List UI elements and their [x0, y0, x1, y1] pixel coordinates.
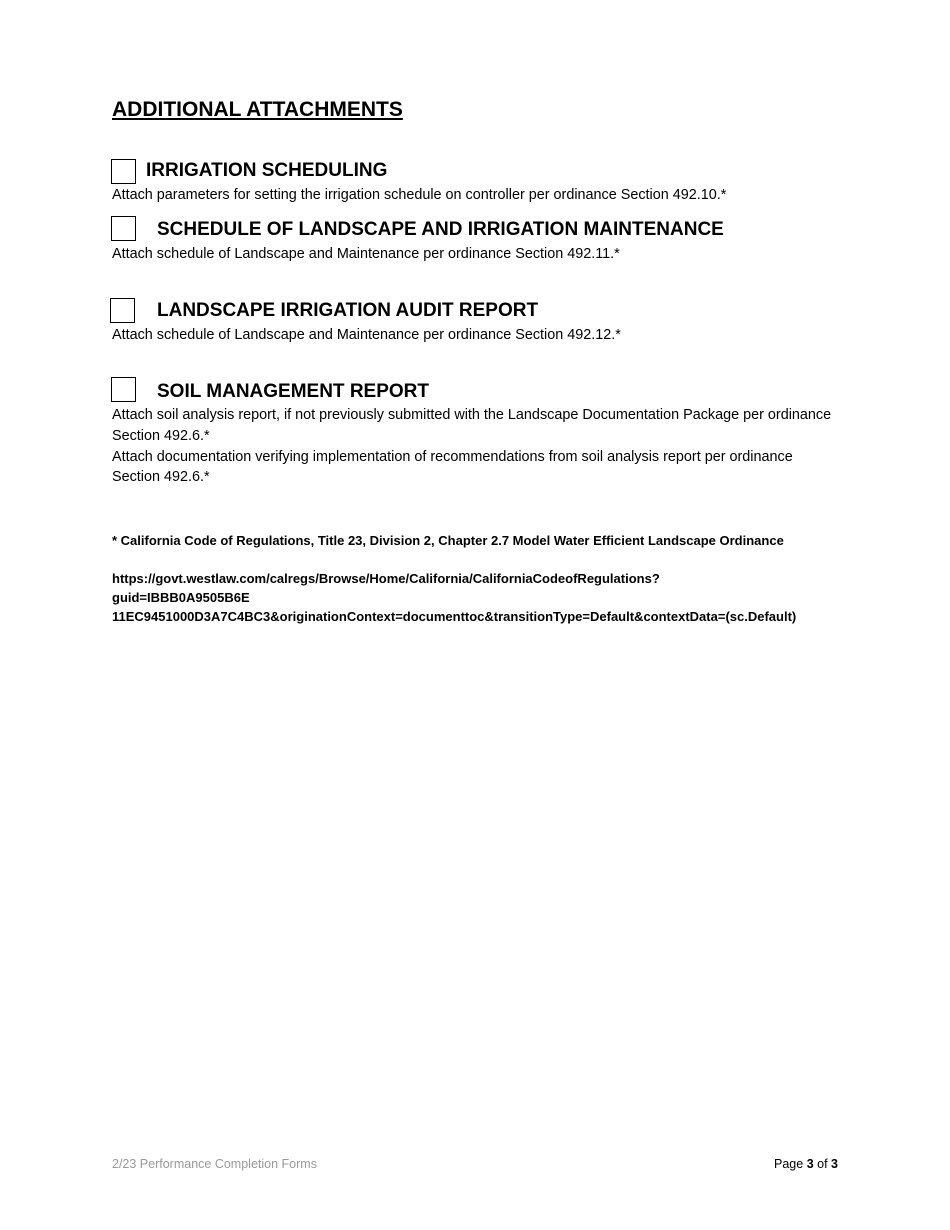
- irrigation-scheduling-description: Attach parameters for setting the irrigation schedule on controller per ordinance Section 492.10.*: [112, 187, 727, 203]
- page-of: of: [817, 1157, 828, 1171]
- maintenance-schedule-checkbox[interactable]: [111, 216, 136, 241]
- regulation-url-line[interactable]: https://govt.westlaw.com/calregs/Browse/Home/California/CaliforniaCodeofRegulations?: [112, 571, 660, 586]
- page-number: [774, 1157, 838, 1171]
- soil-management-checkbox[interactable]: [111, 377, 136, 402]
- irrigation-audit-description: Attach schedule of Landscape and Maintenance per ordinance Section 492.12.*: [112, 327, 621, 343]
- irrigation-audit-heading: LANDSCAPE IRRIGATION AUDIT REPORT: [157, 300, 539, 321]
- page-title: ADDITIONAL ATTACHMENTS: [112, 98, 403, 121]
- soil-management-description-line: Section 492.6.*: [112, 428, 210, 444]
- soil-management-description-line: Section 492.6.*: [112, 469, 210, 485]
- regulation-url-line[interactable]: guid=IBBB0A9505B6E: [112, 590, 250, 605]
- soil-management-heading: SOIL MANAGEMENT REPORT: [157, 381, 429, 402]
- irrigation-audit-checkbox[interactable]: [110, 298, 135, 323]
- page-prefix: Page: [774, 1157, 804, 1171]
- page-total: 3: [831, 1157, 838, 1171]
- regulation-citation: * California Code of Regulations, Title 23, Division 2, Chapter 2.7 Model Water Efficient Landscape Ordinance: [112, 533, 784, 548]
- maintenance-schedule-description: Attach schedule of Landscape and Maintenance per ordinance Section 492.11.*: [112, 246, 620, 262]
- soil-management-description-line: Attach documentation verifying implementation of recommendations from soil analysis report per ordinance: [112, 449, 793, 465]
- maintenance-schedule-heading: SCHEDULE OF LANDSCAPE AND IRRIGATION MAINTENANCE: [157, 219, 724, 240]
- soil-management-description-line: Attach soil analysis report, if not previously submitted with the Landscape Documentation Package per ordinance: [112, 407, 832, 423]
- page-current: 3: [806, 1157, 814, 1171]
- footer-form-name: 2/23 Performance Completion Forms: [112, 1157, 317, 1171]
- irrigation-scheduling-checkbox[interactable]: [111, 159, 136, 184]
- regulation-url-line[interactable]: 11EC9451000D3A7C4BC3&originationContext=documenttoc&transitionType=Default&contextData=(sc.Default): [112, 609, 797, 624]
- irrigation-scheduling-heading: IRRIGATION SCHEDULING: [146, 160, 388, 181]
